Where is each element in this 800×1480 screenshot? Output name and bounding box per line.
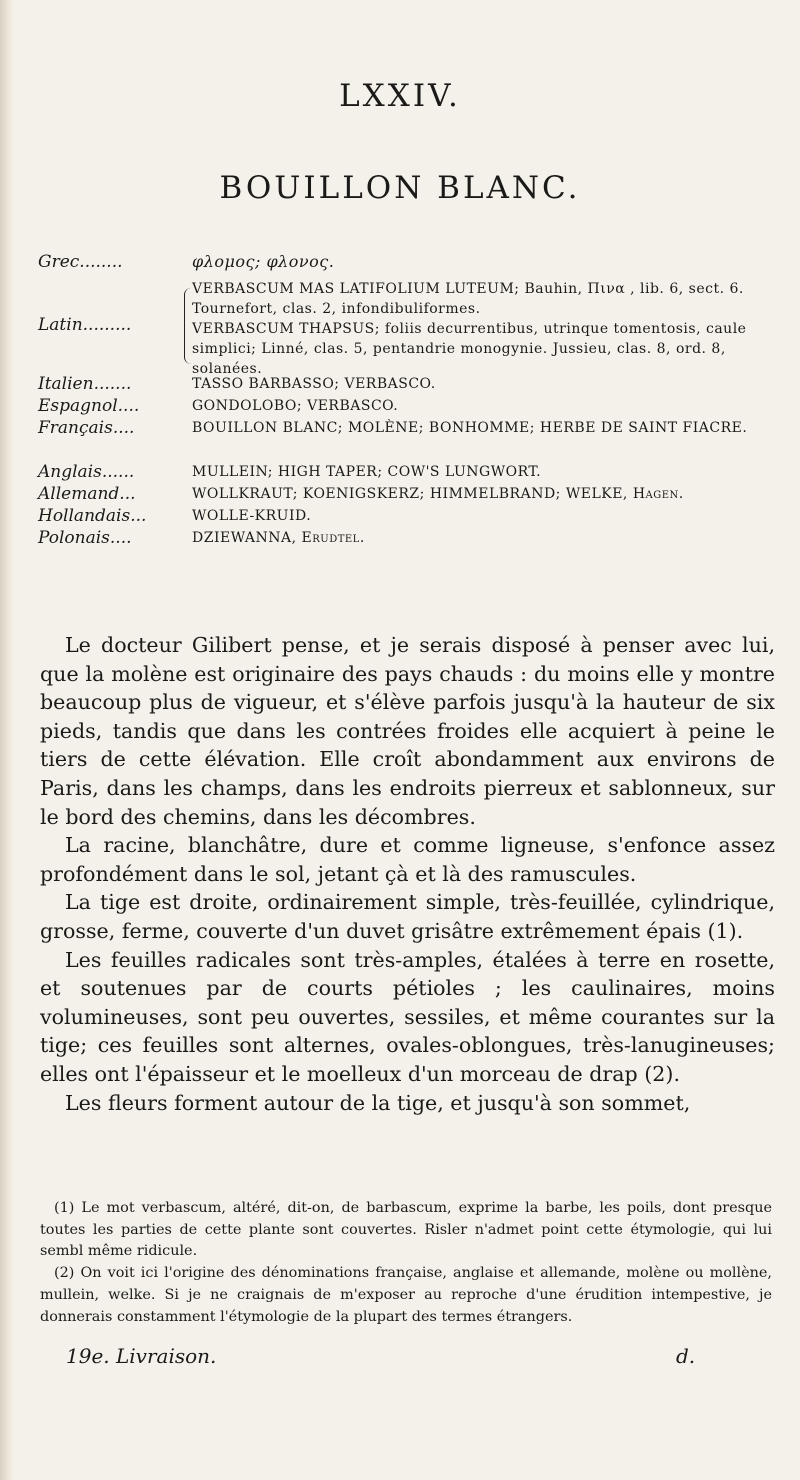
name-value-anglais: MULLEIN; HIGH TAPER; COW'S LUNGWORT. — [192, 464, 542, 480]
name-value-allemand: WOLLKRAUT; KOENIGSKERZ; HIMMELBRAND; WELKE, Hagen. — [192, 486, 684, 502]
paragraph-leaves: Les feuilles radicales sont très-amples, étalées à terre en rosette, et soutenues par de courts pétioles ; les caulinaires, moins volumineuses, sont peu ouvertes, sessiles, et même courantes sur la tige; ces feuilles sont alternes, ovales-oblongues, très-lanugineuses; elles ont l'épaisseur et le moelleux d'un morceau de drap (2). — [40, 947, 775, 1086]
name-value-latin — [192, 279, 788, 379]
name-value-grec: φλομος; φλονος. — [192, 252, 335, 271]
lang-label-allemand: Allemand... — [38, 484, 136, 504]
main-text — [40, 631, 775, 1117]
footnotes — [40, 1198, 772, 1328]
name-value-hollandais: WOLLE-KRUID. — [192, 508, 312, 524]
livraison-number: 19e. Livraison. — [66, 1344, 217, 1368]
latin-bauhin-tournefort: VERBASCUM MAS LATIFOLIUM LUTEUM; Bauhin, Πινα , lib. 6, sect. 6. Tournefort, clas. 2, infondibuliformes. — [192, 281, 744, 317]
lang-label-francais: Français.... — [38, 418, 135, 438]
lang-label-latin: Latin......... — [38, 315, 132, 335]
paragraph-root: La racine, blanchâtre, dure et comme ligneuse, s'enfonce assez profondément dans le sol, jetant çà et là des ramuscules. — [40, 833, 775, 886]
signature-mark: d. — [676, 1344, 696, 1368]
latin-brace — [184, 288, 191, 364]
page-footer — [0, 1344, 800, 1374]
footnote-1: (1) Le mot verbascum, altéré, dit-on, de barbascum, exprime la barbe, les poils, dont presque toutes les parties de cette plante sont couvertes. Risler n'admet point cette étymologie, qui lui sembl même ridicule. — [40, 1200, 772, 1260]
paragraph-origin: Le docteur Gilibert pense, et je serais disposé à penser avec lui, que la molène est originaire des pays chauds : du moins elle y montre beaucoup plus de vigueur, et s'élève parfois jusqu'à la hauteur de six pieds, tandis que dans les contrées froides elle acquiert à peine le tiers de cette élévation. Elle croît abondamment aux environs de Paris, dans les champs, dans les endroits pierreux et sablonneux, sur le bord des chemins, dans les décombres. — [40, 633, 775, 829]
name-value-francais: BOUILLON BLANC; MOLÈNE; BONHOMME; HERBE DE SAINT FIACRE. — [192, 420, 748, 436]
paragraph-flowers: Les fleurs forment autour de la tige, et jusqu'à son sommet, — [65, 1090, 691, 1115]
footnote-2: (2) On voit ici l'origine des dénominations française, anglaise et allemande, molène ou mollène, mullein, welke. Si je ne craignais de m'exposer au reproche d'une érudition intempestive, je donnerais constamment l'étymologie de la plupart des termes étrangers. — [40, 1265, 772, 1325]
lang-label-grec: Grec........ — [38, 252, 123, 272]
page-binding-edge — [0, 0, 14, 1480]
plate-number: LXXIV. — [339, 78, 461, 114]
name-value-espagnol: GONDOLOBO; VERBASCO. — [192, 398, 399, 414]
lang-label-anglais: Anglais...... — [38, 462, 135, 482]
latin-linne-jussieu: VERBASCUM THAPSUS; foliis decurrentibus, utrinque tomentosis, caule simplici; Linné, clas. 5, pentandrie monogynie. Jussieu, clas. 8, ord. 8, solanées. — [192, 321, 747, 377]
lang-label-hollandais: Hollandais... — [38, 506, 147, 526]
lang-label-italien: Italien....... — [38, 374, 132, 394]
page-title: BOUILLON BLANC. — [219, 170, 581, 206]
name-value-polonais: DZIEWANNA, Erudtel. — [192, 530, 365, 546]
lang-label-espagnol: Espagnol.... — [38, 396, 140, 416]
lang-label-polonais: Polonais.... — [38, 528, 132, 548]
name-value-italien: TASSO BARBASSO; VERBASCO. — [192, 376, 436, 392]
paragraph-stem: La tige est droite, ordinairement simple, très-feuillée, cylindrique, grosse, ferme, couverte d'un duvet grisâtre extrêmement épais (1). — [40, 890, 775, 943]
